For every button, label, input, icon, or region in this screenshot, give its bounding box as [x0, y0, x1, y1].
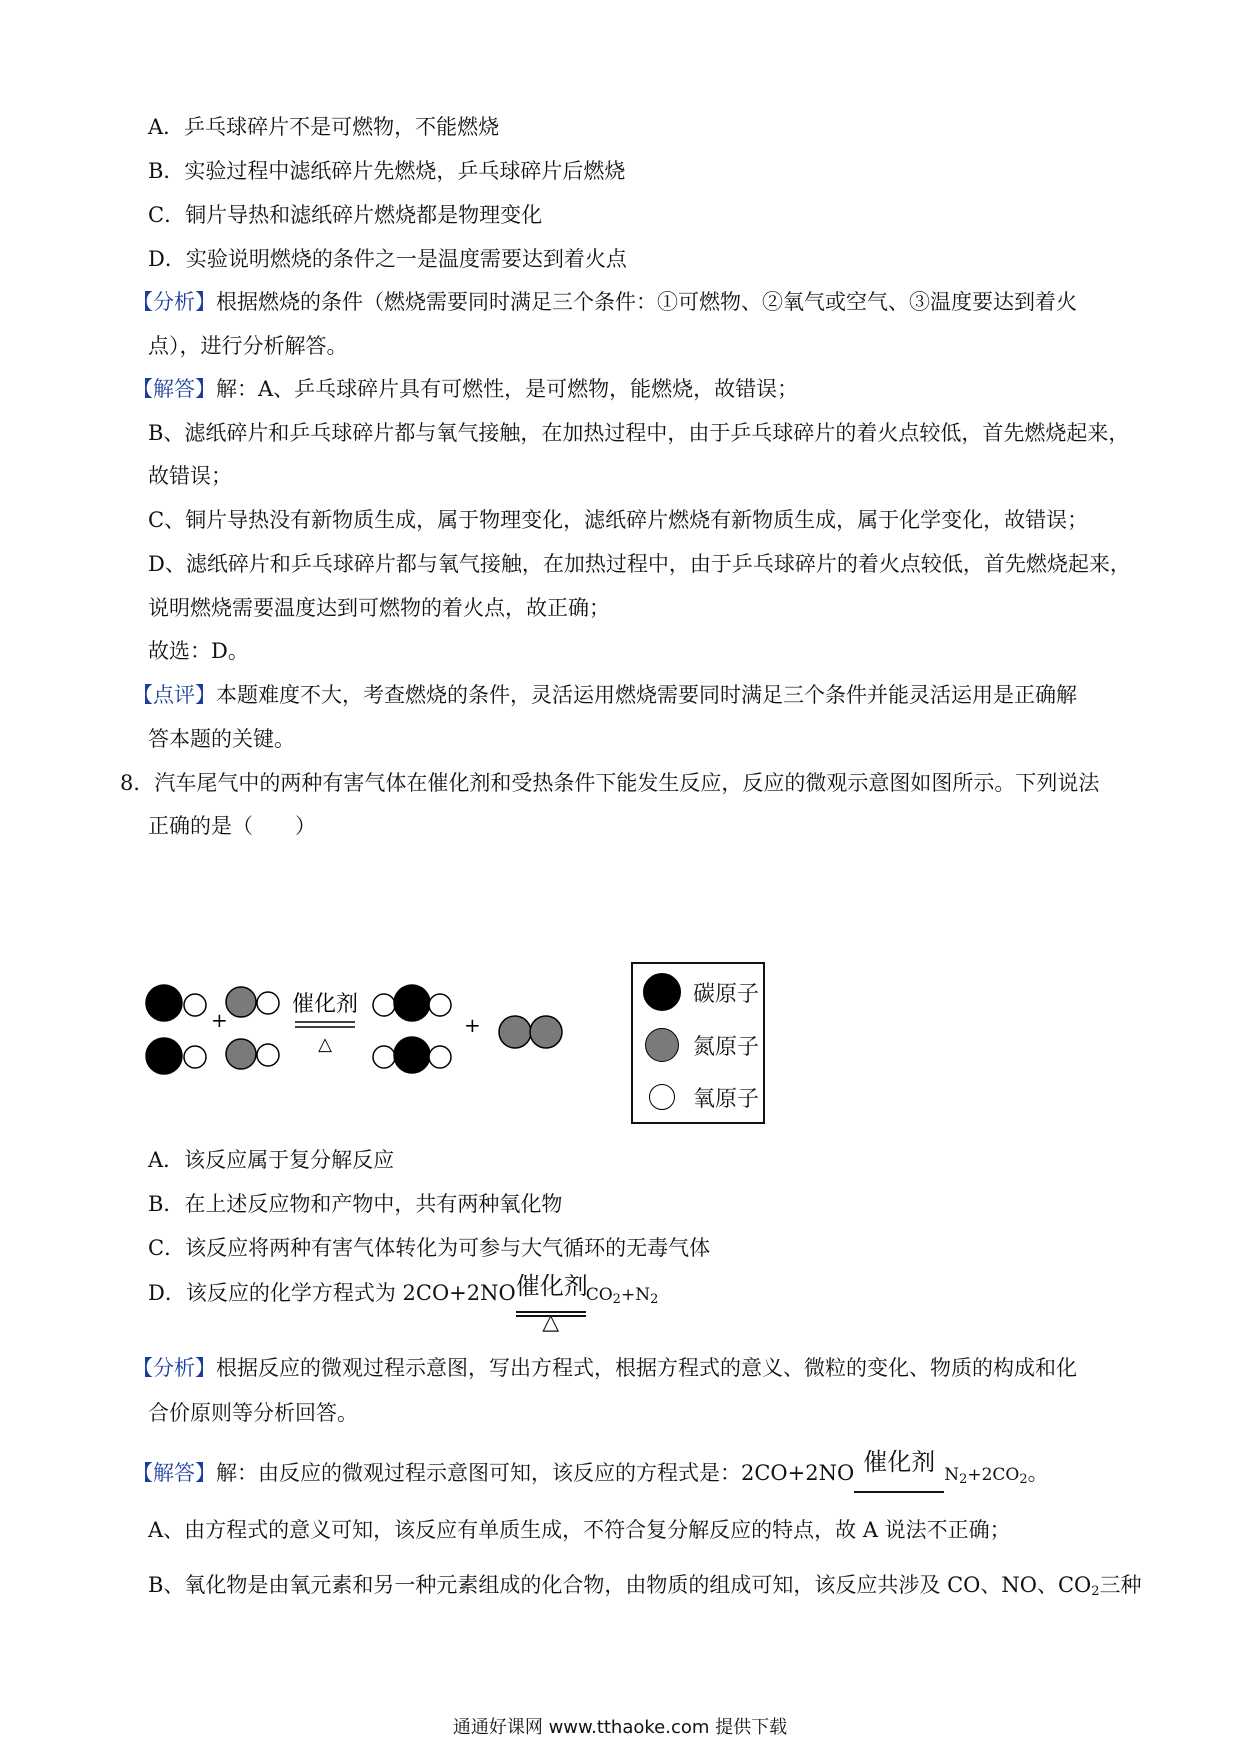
analysis-line-1: 【分析】根据燃烧的条件（燃烧需要同时满足三个条件：①可燃物、②氧气或空气、③温度要达到着火	[132, 290, 1077, 314]
nitrogen-atom-icon	[645, 1028, 679, 1062]
q8-option-c: C．该反应将两种有害气体转化为可参与大气循环的无毒气体	[148, 1236, 711, 1260]
option-d: D．实验说明燃烧的条件之一是温度需要达到着火点	[148, 247, 627, 271]
legend-carbon: 碳原子	[643, 972, 759, 1012]
option-c: C．铜片导热和滤纸碎片燃烧都是物理变化	[148, 203, 543, 227]
q8-answer-line-1: 【解答】解：由反应的微观过程示意图可知，该反应的方程式是：2CO+2NO 催化剂 $N_2+2CO_2$。	[132, 1458, 1122, 1495]
carbon-atom-icon	[643, 973, 681, 1011]
answer-line-7: 故选：D。	[148, 639, 249, 663]
option-a: A．乒乓球碎片不是可燃物，不能燃烧	[148, 115, 500, 139]
question-8-stem-1: 8．汽车尾气中的两种有害气体在催化剂和受热条件下能发生反应，反应的微观示意图如图所示。下列说法	[120, 771, 1100, 795]
q8-analysis-tag: 【分析】	[132, 1356, 216, 1380]
product-co2-2	[373, 1037, 451, 1073]
answer-line-3: 故错误；	[148, 464, 232, 488]
product-co2-1	[373, 985, 451, 1021]
question-8-stem-2: 正确的是（ ）	[148, 814, 316, 838]
comment-line-2: 答本题的关键。	[148, 727, 295, 751]
legend-oxygen: 氧原子	[643, 1077, 759, 1117]
answer-tag: 【解答】	[132, 377, 216, 401]
reactant-no-1	[226, 987, 279, 1017]
reactant-co-2	[146, 1038, 206, 1074]
q8-answer-line-2: A、由方程式的意义可知，该反应有单质生成，不符合复分解反应的特点，故 A 说法不正确；	[148, 1518, 1011, 1542]
analysis-line-2: 点），进行分析解答。	[148, 334, 348, 358]
answer-equation-catalyst: 催化剂	[854, 1473, 944, 1495]
q8-analysis-line-1: 【分析】根据反应的微观过程示意图，写出方程式，根据方程式的意义、微粒的变化、物质的构成和化	[132, 1356, 1077, 1380]
reactant-co-1	[146, 985, 206, 1021]
answer-line-4: C、铜片导热没有新物质生成，属于物理变化，滤纸碎片燃烧有新物质生成，属于化学变化，故错误；	[148, 508, 1089, 532]
oxygen-atom-icon	[649, 1084, 675, 1110]
q8-option-d: D．该反应的化学方程式为 2CO+2NO 催化剂 △ $CO_2+N_2$	[148, 1272, 659, 1335]
q8-answer-line-3: B、氧化物是由氧元素和另一种元素组成的化合物，由物质的组成可知，该反应共涉及 CO、NO、$CO_2$三种	[148, 1573, 1142, 1599]
q8-option-a: A．该反应属于复分解反应	[148, 1148, 395, 1172]
answer-line-5: D、滤纸碎片和乒乓球碎片都与氧气接触，在加热过程中，由于乒乓球碎片的着火点较低，首先燃烧起来，	[148, 552, 1131, 576]
answer-line-1: 【解答】解：A、乒乓球碎片具有可燃性，是可燃物，能燃烧，故错误；	[132, 377, 799, 401]
atom-legend	[631, 962, 765, 1124]
product-n2	[499, 1016, 562, 1048]
equation-catalyst-heat: 催化剂 △	[515, 1272, 588, 1335]
plus-sign-2: +	[464, 1013, 481, 1037]
plus-sign-1: +	[211, 1008, 228, 1032]
comment-tag: 【点评】	[132, 683, 216, 707]
q8-option-b: B．在上述反应物和产物中，共有两种氧化物	[148, 1192, 563, 1216]
catalyst-label: 催化剂	[291, 992, 359, 1017]
reactant-no-2	[226, 1039, 279, 1069]
answer-line-2: B、滤纸碎片和乒乓球碎片都与氧气接触，在加热过程中，由于乒乓球碎片的着火点较低，首先燃烧起来，	[148, 421, 1130, 445]
reaction-diagram	[145, 965, 625, 1125]
option-b: B．实验过程中滤纸碎片先燃烧，乒乓球碎片后燃烧	[148, 159, 626, 183]
analysis-tag: 【分析】	[132, 290, 216, 314]
heat-symbol: △	[318, 1034, 332, 1055]
q8-answer-tag: 【解答】	[132, 1461, 216, 1485]
q8-analysis-line-2: 合价原则等分析回答。	[148, 1401, 358, 1425]
page-footer: 通通好课网 www.tthaoke.com 提供下载	[452, 1717, 788, 1738]
answer-line-6: 说明燃烧需要温度达到可燃物的着火点，故正确；	[148, 596, 610, 620]
legend-nitrogen: 氮原子	[643, 1025, 759, 1065]
comment-line-1: 【点评】本题难度不大，考查燃烧的条件，灵活运用燃烧需要同时满足三个条件并能灵活运用是正确解	[132, 683, 1077, 707]
